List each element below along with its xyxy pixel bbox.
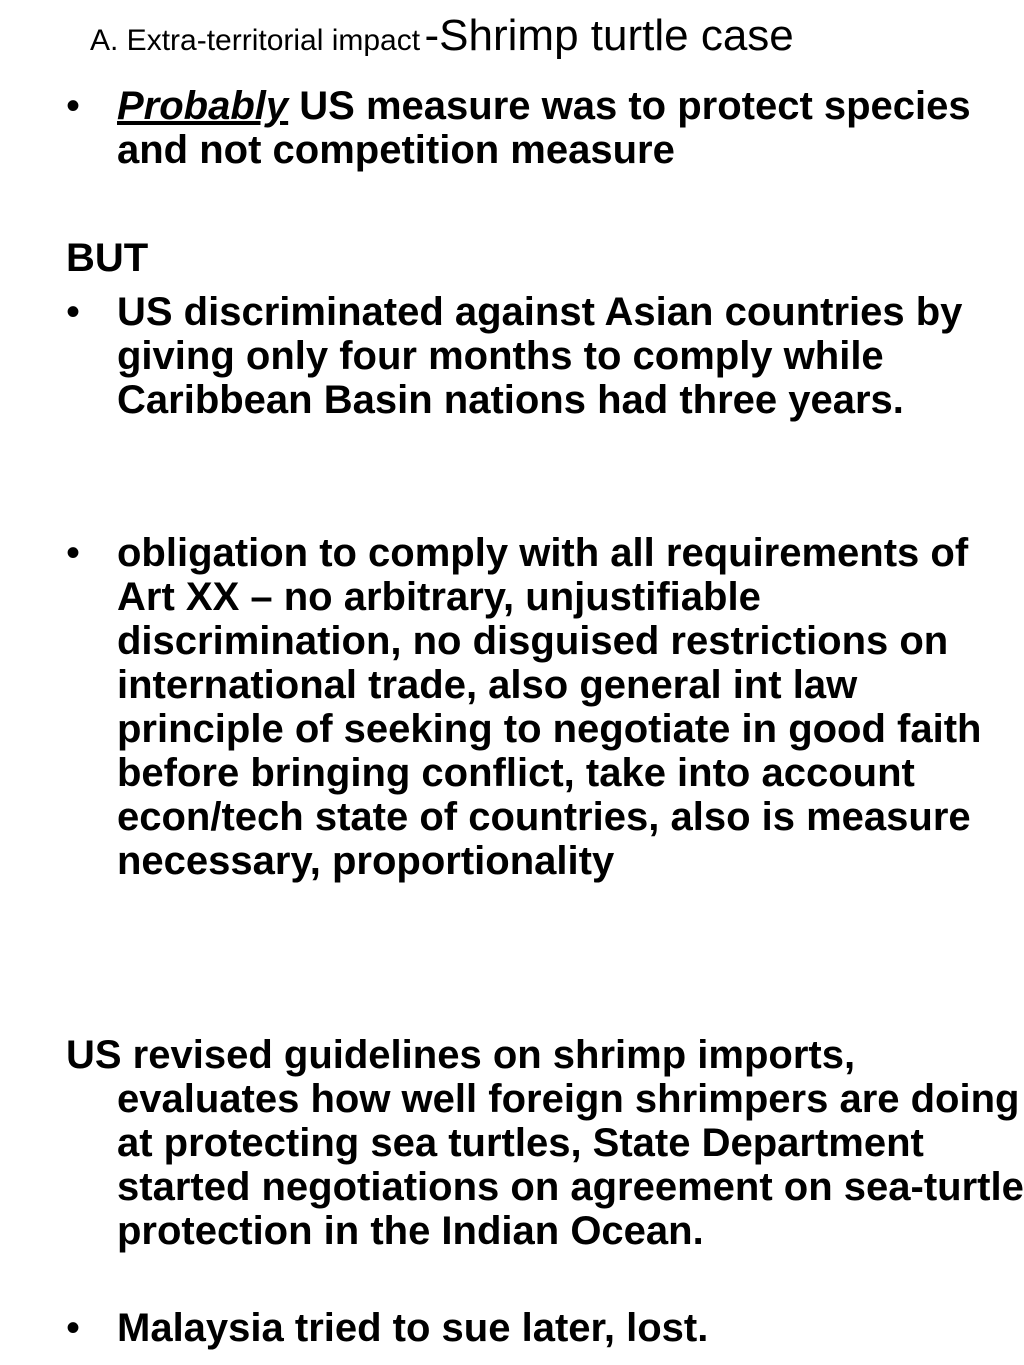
- point1-text: US measure was to protect species and not competition measure: [117, 84, 971, 172]
- bullet-point-3: [66, 531, 986, 883]
- paragraph-us-revised: US revised guidelines on shrimp imports, evaluates how well foreign shrimpers are doing at protecting sea turtles, State Department started negotiations on agreement on sea-turtle protection in the Indian Ocean.: [66, 1033, 1024, 1253]
- bullet-point-1: [66, 84, 986, 172]
- bullet-icon: •: [66, 290, 81, 334]
- bullet-point-2: [66, 290, 986, 422]
- bullet-point-4: [66, 1306, 986, 1350]
- bullet-text-4: Malaysia tried to sue later, lost.: [117, 1306, 709, 1350]
- emphasis-probably: Probably: [117, 84, 289, 128]
- title-prefix: A. Extra-territorial impact: [90, 24, 421, 57]
- but-label: BUT: [66, 236, 149, 280]
- bullet-icon: •: [66, 1306, 81, 1350]
- slide-title: [90, 11, 794, 60]
- bullet-icon: •: [66, 84, 81, 128]
- bullet-text-2: US discriminated against Asian countries by giving only four months to comply while Caribbean Basin nations had three years.: [117, 290, 963, 422]
- bullet-text-1: [117, 84, 986, 172]
- title-main: -Shrimp turtle case: [424, 11, 794, 60]
- bullet-text-3: obligation to comply with all requirements of Art XX – no arbitrary, unjustifiable discrimination, no disguised restrictions on international trade, also general int law principle of seeking to negotiate in good faith before bringing conflict, take into account econ/tech state of countries, also is measure necessary, proportionality: [117, 531, 982, 883]
- bullet-icon: •: [66, 531, 81, 575]
